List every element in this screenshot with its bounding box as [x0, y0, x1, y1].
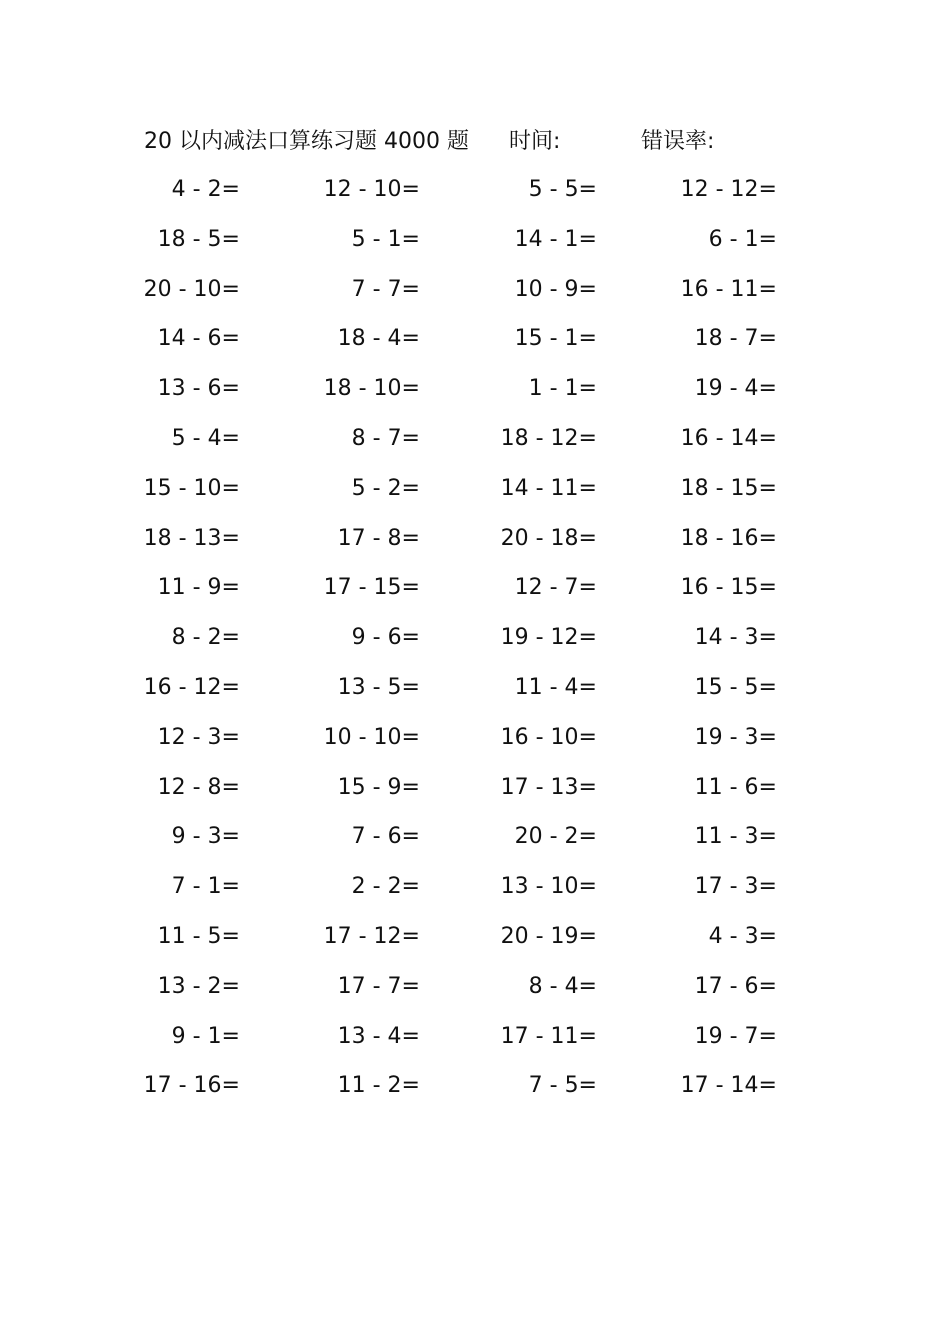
subtraction-problem: 18 - 13=	[143, 525, 240, 551]
subtraction-problem: 4 - 3=	[708, 923, 777, 949]
subtraction-problem: 15 - 9=	[337, 774, 420, 800]
subtraction-problem: 13 - 5=	[337, 674, 420, 700]
problem-row	[130, 519, 810, 569]
subtraction-problem: 1 - 1=	[528, 376, 597, 402]
subtraction-problem: 17 - 12=	[323, 923, 420, 949]
subtraction-problem: 19 - 3=	[694, 724, 777, 750]
subtraction-problem: 19 - 4=	[694, 376, 777, 402]
subtraction-problem: 18 - 7=	[694, 326, 777, 352]
subtraction-problem: 17 - 7=	[337, 973, 420, 999]
subtraction-problem: 18 - 12=	[500, 425, 597, 451]
subtraction-problem: 8 - 7=	[351, 425, 420, 451]
problem-row	[130, 319, 810, 369]
error-rate-label: 错误率:	[641, 129, 715, 154]
subtraction-problem: 20 - 19=	[500, 923, 597, 949]
subtraction-problem: 20 - 10=	[143, 276, 240, 302]
subtraction-problem: 5 - 1=	[351, 226, 420, 252]
subtraction-problem: 18 - 5=	[157, 226, 240, 252]
subtraction-problem: 16 - 11=	[680, 276, 777, 302]
subtraction-problem: 11 - 6=	[694, 774, 777, 800]
problem-row	[130, 568, 810, 618]
problem-row	[130, 369, 810, 419]
problem-row	[130, 469, 810, 519]
subtraction-problem: 16 - 12=	[143, 674, 240, 700]
subtraction-problem: 5 - 2=	[351, 475, 420, 501]
subtraction-problem: 16 - 15=	[680, 575, 777, 601]
problem-row	[130, 917, 810, 967]
subtraction-problem: 9 - 1=	[171, 1023, 240, 1049]
subtraction-problem: 17 - 8=	[337, 525, 420, 551]
subtraction-problem: 5 - 4=	[171, 425, 240, 451]
subtraction-problem: 14 - 3=	[694, 625, 777, 651]
subtraction-problem: 16 - 14=	[680, 425, 777, 451]
subtraction-problem: 9 - 6=	[351, 625, 420, 651]
subtraction-problem: 8 - 4=	[528, 973, 597, 999]
subtraction-problem: 12 - 8=	[157, 774, 240, 800]
subtraction-problem: 11 - 9=	[157, 575, 240, 601]
time-label: 时间:	[509, 129, 561, 154]
problem-row	[130, 668, 810, 718]
subtraction-problem: 12 - 3=	[157, 724, 240, 750]
subtraction-problem: 17 - 13=	[500, 774, 597, 800]
problem-row	[130, 270, 810, 320]
subtraction-problem: 11 - 5=	[157, 923, 240, 949]
subtraction-problem: 14 - 11=	[500, 475, 597, 501]
problem-row	[130, 967, 810, 1017]
subtraction-problem: 7 - 7=	[351, 276, 420, 302]
problem-row	[130, 170, 810, 220]
subtraction-problem: 11 - 2=	[337, 1073, 420, 1099]
subtraction-problem: 14 - 1=	[514, 226, 597, 252]
subtraction-problem: 11 - 3=	[694, 824, 777, 850]
subtraction-problem: 10 - 10=	[323, 724, 420, 750]
subtraction-problem: 17 - 6=	[694, 973, 777, 999]
subtraction-problem: 15 - 1=	[514, 326, 597, 352]
problem-row	[130, 220, 810, 270]
subtraction-problem: 7 - 5=	[528, 1073, 597, 1099]
problem-row	[130, 718, 810, 768]
subtraction-problem: 5 - 5=	[528, 177, 597, 202]
subtraction-problem: 7 - 1=	[171, 874, 240, 900]
subtraction-problem: 18 - 10=	[323, 376, 420, 402]
subtraction-problem: 17 - 14=	[680, 1073, 777, 1099]
subtraction-problem: 8 - 2=	[171, 625, 240, 651]
subtraction-problem: 15 - 10=	[143, 475, 240, 501]
subtraction-problem: 14 - 6=	[157, 326, 240, 352]
subtraction-problem: 18 - 4=	[337, 326, 420, 352]
subtraction-problem: 12 - 10=	[323, 177, 420, 202]
subtraction-problem: 20 - 18=	[500, 525, 597, 551]
subtraction-problem: 2 - 2=	[351, 874, 420, 900]
subtraction-problem: 17 - 3=	[694, 874, 777, 900]
problem-row	[130, 419, 810, 469]
subtraction-problem: 18 - 16=	[680, 525, 777, 551]
problem-row	[130, 768, 810, 818]
subtraction-problem: 13 - 10=	[500, 874, 597, 900]
subtraction-problem: 12 - 12=	[680, 177, 777, 202]
subtraction-problem: 19 - 7=	[694, 1023, 777, 1049]
subtraction-problem: 11 - 4=	[514, 674, 597, 700]
subtraction-problem: 4 - 2=	[171, 177, 240, 202]
problem-grid	[130, 170, 810, 1116]
subtraction-problem: 15 - 5=	[694, 674, 777, 700]
problem-row	[130, 867, 810, 917]
subtraction-problem: 17 - 15=	[323, 575, 420, 601]
subtraction-problem: 18 - 15=	[680, 475, 777, 501]
problem-row	[130, 1017, 810, 1067]
subtraction-problem: 13 - 2=	[157, 973, 240, 999]
subtraction-problem: 16 - 10=	[500, 724, 597, 750]
subtraction-problem: 12 - 7=	[514, 575, 597, 601]
subtraction-problem: 9 - 3=	[171, 824, 240, 850]
problem-row	[130, 618, 810, 668]
subtraction-problem: 20 - 2=	[514, 824, 597, 850]
subtraction-problem: 7 - 6=	[351, 824, 420, 850]
subtraction-problem: 19 - 12=	[500, 625, 597, 651]
problem-row	[130, 817, 810, 867]
subtraction-problem: 13 - 4=	[337, 1023, 420, 1049]
subtraction-problem: 6 - 1=	[708, 226, 777, 252]
worksheet-title: 20 以内减法口算练习题 4000 题	[144, 129, 469, 154]
problem-row	[130, 1066, 810, 1116]
subtraction-problem: 10 - 9=	[514, 276, 597, 302]
subtraction-problem: 13 - 6=	[157, 376, 240, 402]
subtraction-problem: 17 - 11=	[500, 1023, 597, 1049]
subtraction-problem: 17 - 16=	[143, 1073, 240, 1099]
